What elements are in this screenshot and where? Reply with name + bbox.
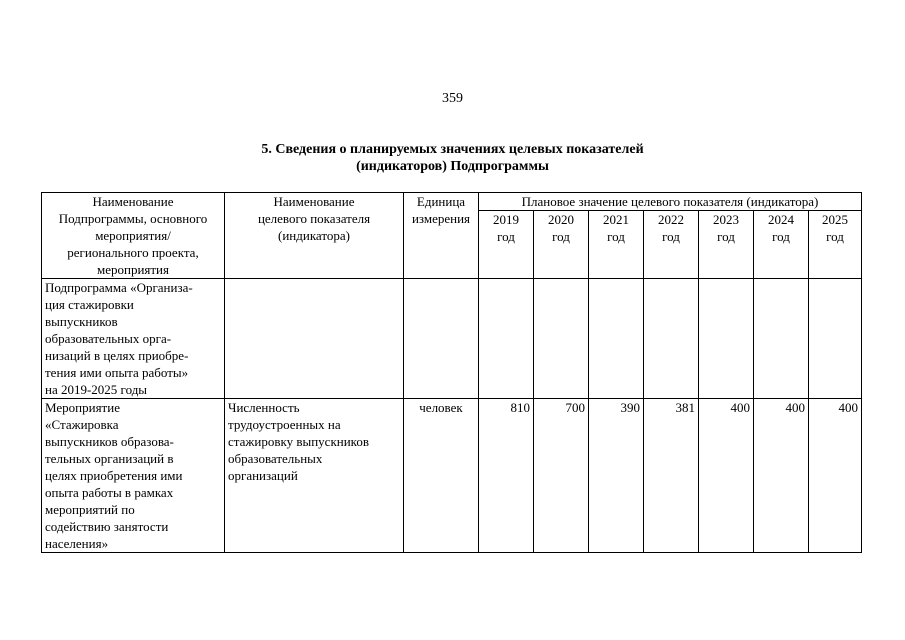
header-name: Наименование Подпрограммы, основного мероприятия/ регионального проекта, мероприятия [42,193,225,279]
cell-value [534,279,589,399]
header-year: 2019 год [479,211,534,279]
cell-value [479,279,534,399]
cell-value: 400 [699,399,754,553]
cell-indicator [225,279,404,399]
table-row-subprogram [42,279,862,399]
section-title [0,141,905,175]
header-year: 2021 год [589,211,644,279]
cell-value [699,279,754,399]
cell-value [589,279,644,399]
cell-value [754,279,809,399]
cell-value: 381 [644,399,699,553]
cell-value: 700 [534,399,589,553]
header-plan-group: Плановое значение целевого показателя (индикатора) [479,193,862,211]
cell-unit [404,279,479,399]
cell-unit: человек [404,399,479,553]
cell-value: 400 [754,399,809,553]
header-year: 2025 год [809,211,862,279]
header-year: 2023 год [699,211,754,279]
title-line-2: (индикаторов) Подпрограммы [356,159,549,174]
indicators-table [41,192,862,553]
header-year: 2022 год [644,211,699,279]
header-unit: Единица измерения [404,193,479,279]
cell-value [644,279,699,399]
title-line-1: 5. Сведения о планируемых значениях целевых показателей [261,142,644,157]
cell-value: 400 [809,399,862,553]
page-number: 359 [442,91,463,106]
header-year: 2020 год [534,211,589,279]
cell-value: 390 [589,399,644,553]
cell-value: 810 [479,399,534,553]
cell-name: Мероприятие «Стажировка выпускников образова- тельных организаций в целях приобретения ими опыта работы в рамках мероприятий по содействию занятости населения» [42,399,225,553]
cell-indicator: Численность трудоустроенных на стажировку выпускников образовательных организаций [225,399,404,553]
table-row-activity [42,399,862,553]
cell-value [809,279,862,399]
header-row-1 [42,193,862,211]
cell-name: Подпрограмма «Организа- ция стажировки выпускников образовательных орга- низаций в целях приобре- тения ими опыта работы» на 2019-2025 годы [42,279,225,399]
header-year: 2024 год [754,211,809,279]
header-indicator: Наименование целевого показателя (индикатора) [225,193,404,279]
